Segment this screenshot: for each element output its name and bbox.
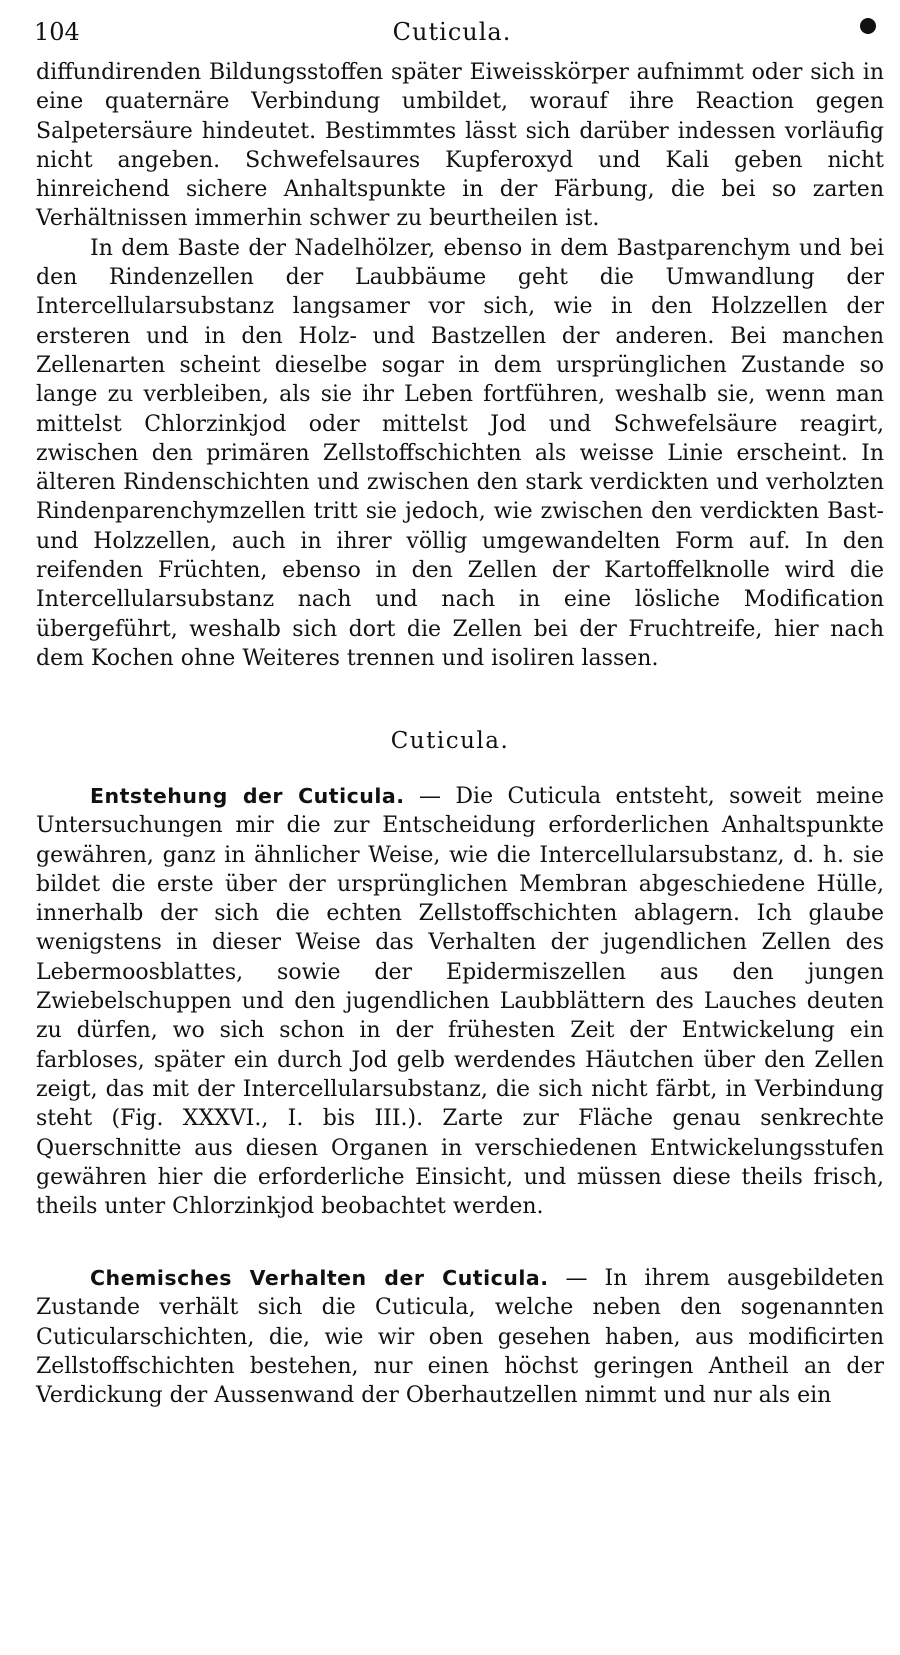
intercellular-text: [36, 58, 884, 673]
page-number: 104: [34, 18, 80, 46]
run-in-heading: Entstehung der Cuticula.: [90, 784, 405, 808]
run-in-heading: Chemisches Verhalten der Cuticula.: [90, 1266, 549, 1290]
paragraph-bast: In dem Baste der Nadelhölzer, ebenso in dem Bastparenchym und bei den Rindenzellen der Laubbäume geht die Umwandlung der Intercellularsubstanz langsamer vor sich, wie in den Holzzellen der ersteren und in den Holz- und Bastzellen der anderen. Bei manchen Zellenarten scheint dieselbe sogar in dem ursprünglichen Zustande so lange zu verbleiben, als sie ihr Leben fortführen, weshalb sie, wenn man mittelst Chlorzinkjod oder mittelst Jod und Schwefelsäure reagirt, zwischen den primären Zellstoffschichten als weisse Linie erscheint. In älteren Rindenschichten und zwischen den stark verdickten und verholzten Rindenparenchymzellen tritt sie jedoch, wie zwischen den verdickten Bast- und Holzzellen, auch in ihrer völlig umgewandelten Form auf. In den reifenden Früchten, ebenso in den Zellen der Kartoffelknolle wird die Intercellularsubstanz nach und nach in eine lösliche Modification übergeführt, weshalb sich dort die Zellen bei der Fruchtreife, hier nach dem Kochen ohne Weiteres trennen und isoliren lassen.: [36, 235, 884, 671]
section-heading: Cuticula.: [390, 728, 510, 754]
running-title: Cuticula.: [392, 18, 512, 46]
subsection-chemisches: [36, 1264, 884, 1410]
paragraph-text: — In ihrem ausgebildeten Zustande verhält sich die Cuticula, welche neben den sogenannten Cuticularschichten, die, wie wir oben gesehen haben, aus modificirten Zellstoffschichten bestehen, nur einen höchst geringen Antheil an der Verdickung der Aussenwand der Oberhautzellen nimmt und nur als ein: [36, 1266, 884, 1409]
running-head: [34, 14, 870, 50]
paragraph-text: — Die Cuticula entsteht, soweit meine Untersuchungen mir die zur Entscheidung erforderlichen Anhaltspunkte gewähren, ganz in ähnlicher Weise, wie die Intercellularsubstanz, d. h. sie bildet die erste über der ursprünglichen Membran abgeschiedene Hülle, innerhalb der sich die echten Zellstoffschichten ablagern. Ich glaube wenigstens in dieser Weise das Verhalten der jugendlichen Zellen des Lebermoosblattes, sowie der Epidermiszellen aus den jungen Zwiebelschuppen und den jugendlichen Laubblättern des Lauches deuten zu dürfen, wo sich schon in der frühesten Zeit der Entwickelung ein farbloses, später ein durch Jod gelb werdendes Häutchen über den Zellen zeigt, das mit der Intercellularsubstanz, die sich nicht färbt, in Verbindung steht (Fig. XXXVI., I. bis III.). Zarte zur Fläche genau senkrechte Querschnitte aus diesen Organen in verschiedenen Entwickelungsstufen gewähren hier die erforderliche Einsicht, und müssen diese theils frisch, theils unter Chlorzinkjod beobachtet werden.: [36, 784, 884, 1220]
paragraph-continued: diffundirenden Bildungsstoffen später Eiweisskörper aufnimmt oder sich in eine quaternäre Verbindung umbildet, worauf ihre Reaction gegen Salpetersäure hindeutet. Bestimmtes lässt sich darüber indessen vorläufig nicht angeben. Schwefelsaures Kupferoxyd und Kali geben nicht hinreichend sichere Anhaltspunkte in der Färbung, die bei so zarten Verhältnissen immerhin schwer zu beurtheilen ist.: [36, 60, 884, 232]
paragraph-entstehung: [36, 782, 884, 1221]
paragraph-chemisches: [36, 1264, 884, 1410]
subsection-entstehung: [36, 782, 884, 1221]
ink-blot-mark: [860, 18, 876, 34]
